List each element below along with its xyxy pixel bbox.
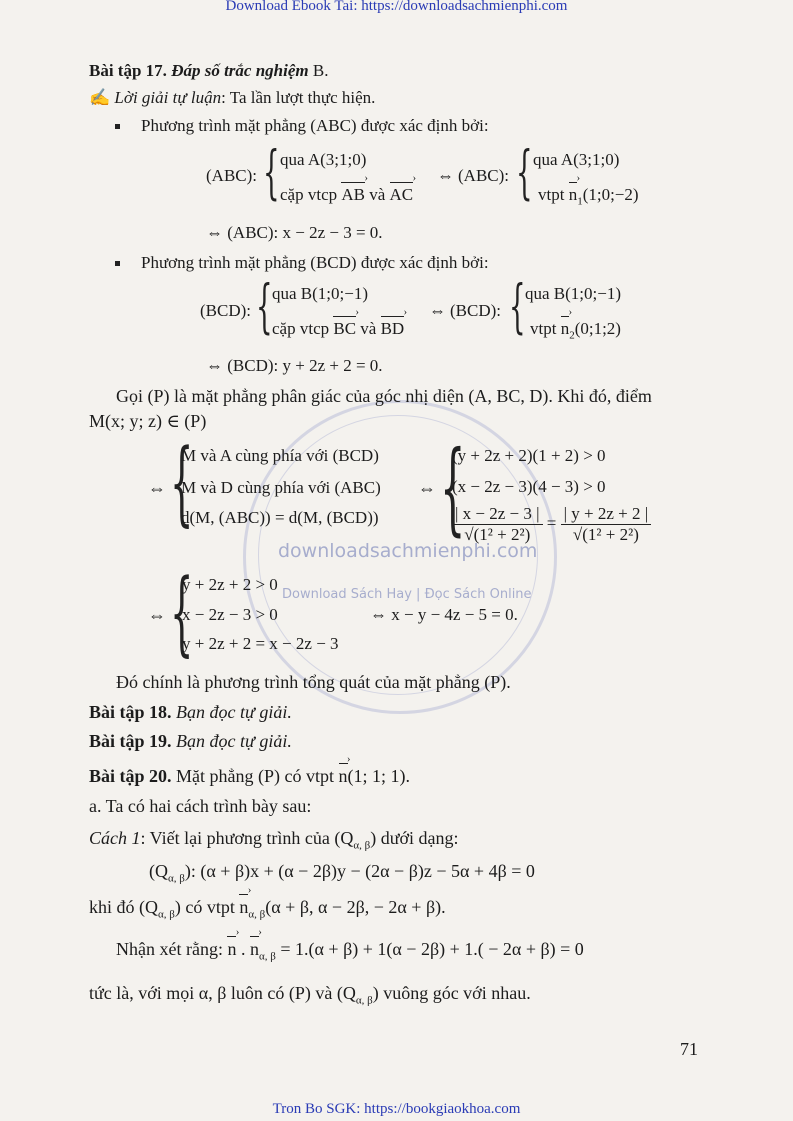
sys2-iff: ⇔ (148, 605, 166, 625)
abc-l2a: cặp vtcp (280, 185, 342, 204)
abc-r2c: (1;0;−2) (582, 185, 639, 204)
conclusion: Đó chính là phương trình tổng quát của mặt phẳng (P). (116, 672, 511, 692)
abc-r2a: vtpt (538, 185, 569, 204)
last-sub: α, β (355, 994, 373, 1007)
ex17-intro-label: Lời giải tự luận (114, 88, 222, 107)
vector-ac: AC › (390, 185, 414, 204)
bcd-r2a: vtpt (530, 319, 561, 338)
pencil-icon: ✍ (89, 88, 111, 107)
ex17-intro-text: : Ta lần lượt thực hiện. (221, 88, 376, 107)
nx-sub: α, β (258, 950, 276, 963)
vector-ab: AB › (341, 185, 365, 204)
vector-n-1: n › (227, 939, 236, 959)
sys1-r2: (x − 2z − 3)(4 − 3) > 0 (452, 477, 606, 496)
bcd-line2 (272, 319, 404, 339)
sys2-line1: y + 2z + 2 > 0 (182, 575, 278, 594)
n2-sub: 2 (569, 329, 575, 342)
abc-equation: ⇔ (ABC): x − 2z − 3 = 0. (206, 223, 383, 242)
header-link[interactable]: Download Ebook Tai: https://downloadsachmienphi.com (225, 0, 568, 14)
frac-right-den: √(1² + 2²) (572, 525, 639, 544)
abc-r2 (538, 185, 639, 207)
abc-l2c: và (364, 185, 390, 204)
ex19-text: Bạn đọc tự giải. (176, 731, 292, 751)
ex17-title: Bài tập 17. (89, 61, 167, 80)
cach1-sub: α, β (353, 839, 371, 852)
bcd-l2c: và (356, 319, 381, 338)
bcd-line1: qua B(1;0;−1) (272, 284, 368, 303)
bcd-equation: ⇔ (BCD): y + 2z + 2 = 0. (206, 356, 383, 375)
ex20-last (89, 983, 531, 1007)
ex17-bullet2: Phương trình mặt phẳng (BCD) được xác định bởi: (141, 253, 489, 272)
ex19-title: Bài tập 19. (89, 731, 172, 751)
n1-sub: 1 (577, 195, 583, 208)
vector-bd: BD › (381, 319, 405, 338)
footer-link[interactable]: Tron Bo SGK: https://bookgiaokhoa.com (272, 1101, 521, 1117)
brace-icon: { (509, 272, 526, 340)
ex17-heading (89, 61, 328, 81)
eq-rest: ): (α + β)x + (α − 2β)y − (2α − β)z − 5α + 4β = 0 (184, 861, 535, 881)
sys2-line3: y + 2z + 2 = x − 2z − 3 (182, 634, 339, 653)
sys1-r3 (452, 504, 651, 545)
nx-end: = 1.(α + β) + 1(α − 2β) + 1.( − 2α + β) = 0 (275, 939, 584, 959)
khi-sub: α, β (158, 908, 175, 921)
ex20-t1v: (1; 1; 1). (347, 766, 410, 786)
ex20-cach1 (89, 828, 458, 852)
cach1-end: ) dưới dạng: (370, 828, 459, 848)
ex17-bullet1: Phương trình mặt phẳng (ABC) được xác định bởi: (141, 116, 489, 135)
ex20-heading (89, 766, 410, 787)
eq-sub: α, β (168, 872, 185, 885)
watermark-tagline: Download Sách Hay | Đọc Sách Online (282, 587, 532, 602)
ex17-answer-letter: B. (312, 61, 329, 80)
bcd-lhs: (BCD): (200, 301, 251, 320)
cach1-text: : Viết lại phương trình của (Q (140, 828, 354, 848)
khi-nsub: α, β (248, 908, 266, 921)
ex20-equation (149, 861, 535, 885)
abc-rhs: (ABC): (458, 166, 509, 185)
sys2-line2: x − 2z − 3 > 0 (182, 605, 278, 624)
brace-icon: { (516, 138, 533, 206)
ex19 (89, 731, 292, 752)
watermark-site: downloadsachmienphi.com (278, 540, 538, 562)
paragraph-line1: Gọi (P) là mặt phẳng phân giác của góc nhị diện (A, BC, D). Khi đó, điểm (116, 386, 652, 406)
ex20-a: a. Ta có hai cách trình bày sau: (89, 796, 312, 816)
brace-icon: { (263, 138, 280, 206)
khi-end: (α + β, α − 2β, − 2α + β). (265, 897, 446, 917)
bcd-rhs: (BCD): (450, 301, 501, 320)
eq-q: (Q (149, 861, 168, 881)
last-pre: tức là, với mọi α, β luôn có (P) và (Q (89, 983, 356, 1003)
ex18-title: Bài tập 18. (89, 702, 172, 722)
bcd-r2 (530, 319, 621, 341)
abc-iff: ⇔ (437, 166, 454, 185)
cach1-label: Cách 1 (89, 828, 141, 848)
sys1-line1: M và A cùng phía với (BCD) (181, 446, 379, 465)
bcd-r2c: (0;1;2) (574, 319, 621, 338)
sys1-iff-mid: ⇔ (418, 478, 436, 498)
bullet-icon (115, 124, 120, 129)
abc-lhs: (ABC): (206, 166, 257, 185)
ex17-answer: Đáp số trắc nghiệm (171, 61, 309, 80)
bcd-l2a: cặp vtcp (272, 319, 334, 338)
ex20-nhan-xet (116, 939, 584, 963)
abc-line2 (280, 185, 413, 205)
brace-icon: { (256, 272, 273, 340)
ex18-text: Bạn đọc tự giải. (176, 702, 292, 722)
page-number: 71 (680, 1039, 698, 1059)
vector-bc: BC › (333, 319, 356, 338)
frac-right-num: | y + 2z + 2 | (561, 504, 652, 525)
vector-n-ab: n › (239, 897, 248, 917)
paragraph-line2: M(x; y; z) ∈ (P) (89, 411, 207, 431)
bcd-iff: ⇔ (429, 301, 446, 320)
nx-pre: Nhận xét rằng: (116, 939, 228, 959)
ex17-intro (89, 88, 375, 108)
khi-mid: ) có vtpt (174, 897, 240, 917)
sys1-line3: d(M, (ABC)) = d(M, (BCD)) (181, 508, 379, 527)
abc-r1: qua A(3;1;0) (533, 150, 620, 169)
sys1-line2: M và D cùng phía với (ABC) (181, 478, 381, 497)
nx-dot: . (236, 939, 250, 959)
vector-n-2: n › (250, 939, 259, 959)
bcd-r1: qua B(1;0;−1) (525, 284, 621, 303)
ex20-khi-do (89, 897, 446, 921)
sys2-result: ⇔ x − y − 4z − 5 = 0. (370, 605, 518, 624)
brace-icon: { (440, 429, 466, 546)
vector-n: n › (339, 766, 348, 786)
vector-n1: n › (569, 185, 578, 204)
bullet-icon (115, 261, 120, 266)
frac-eq: = (546, 513, 557, 533)
sys1-iff-left: ⇔ (148, 478, 166, 498)
brace-icon: { (170, 429, 194, 536)
abc-line1: qua A(3;1;0) (280, 150, 367, 169)
vector-n2: n › (561, 319, 570, 338)
ex20-title: Bài tập 20. (89, 766, 172, 786)
frac-left-den: √(1² + 2²) (464, 525, 531, 544)
sys1-r1: (y + 2z + 2)(1 + 2) > 0 (452, 446, 606, 465)
ex18 (89, 702, 292, 723)
last-end: ) vuông góc với nhau. (372, 983, 531, 1003)
ex20-t1: Mặt phẳng (P) có vtpt (176, 766, 339, 786)
brace-icon: { (170, 559, 194, 666)
frac-left-num: | x − 2z − 3 | (452, 504, 543, 525)
khi-do: khi đó (Q (89, 897, 158, 917)
